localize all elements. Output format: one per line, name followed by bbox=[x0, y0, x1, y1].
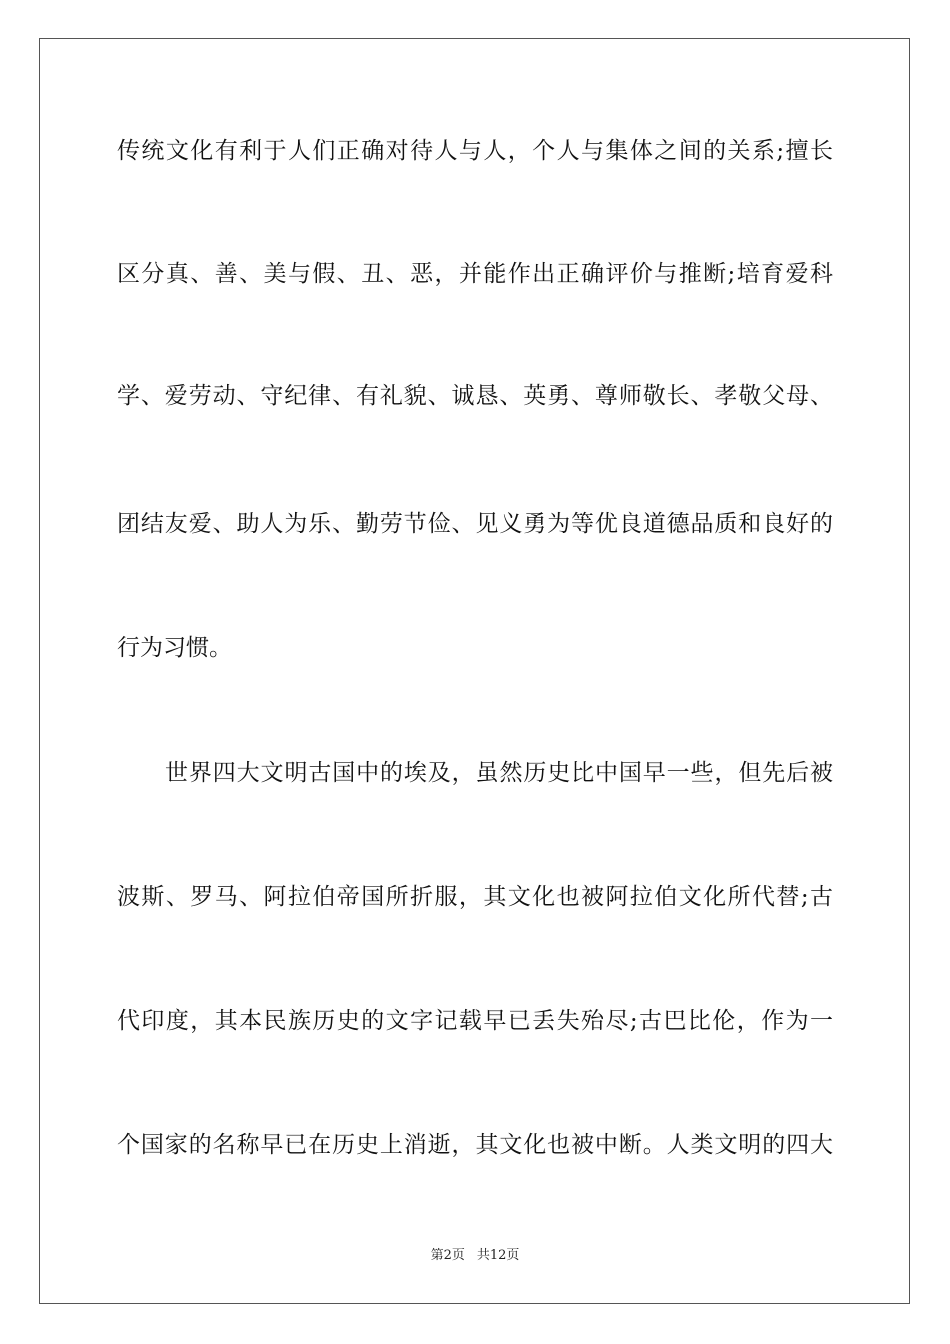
body-line-8: 代印度，其本民族历史的文字记载早已丢失殆尽;古巴比伦，作为一 bbox=[117, 1008, 833, 1034]
body-line-3: 学、爱劳动、守纪律、有礼貌、诚恳、英勇、尊师敬长、孝敬父母、 bbox=[117, 383, 833, 409]
page-number: 第2页 bbox=[430, 1248, 465, 1263]
body-line-9: 个国家的名称早已在历史上消逝，其文化也被中断。人类文明的四大 bbox=[117, 1132, 833, 1158]
body-line-6: 世界四大文明古国中的埃及，虽然历史比中国早一些，但先后被 bbox=[165, 760, 833, 786]
page-total: 共12页 bbox=[476, 1248, 520, 1263]
body-line-4: 团结友爱、助人为乐、勤劳节俭、见义勇为等优良道德品质和良好的 bbox=[117, 511, 833, 537]
body-line-2: 区分真、善、美与假、丑、恶，并能作出正确评价与推断;培育爱科 bbox=[117, 261, 833, 287]
page-footer bbox=[0, 1246, 950, 1266]
page-frame bbox=[39, 38, 910, 1304]
body-line-1: 传统文化有利于人们正确对待人与人，个人与集体之间的关系;擅长 bbox=[117, 138, 833, 164]
body-line-7: 波斯、罗马、阿拉伯帝国所折服，其文化也被阿拉伯文化所代替;古 bbox=[117, 884, 833, 910]
body-line-5: 行为习惯。 bbox=[117, 635, 232, 661]
